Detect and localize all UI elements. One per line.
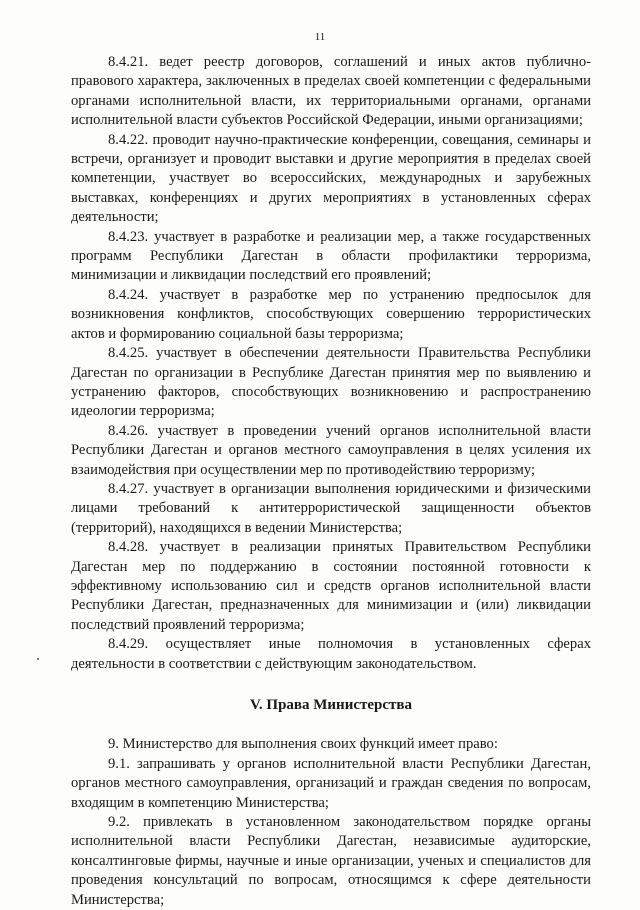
- clause-number: 8.4.28.: [108, 539, 149, 556]
- clause-8-4-22: [71, 131, 591, 228]
- clause-8-4-23: [71, 228, 591, 286]
- clause-8-4-24: [71, 286, 591, 344]
- clause-text: участвует в организации выполнения юридическими и физическими лицами требований к антитеррористической защищенности объектов (территорий), находящихся в ведении Министерства;: [71, 480, 591, 536]
- clause-number: 8.4.23.: [108, 228, 149, 245]
- clause-8-4-27: [71, 480, 591, 538]
- clause-text: запрашивать у органов исполнительной власти Республики Дагестан, органов местного самоуправления, организаций и граждан сведения по вопросам, входящим в компетенцию Министерства;: [71, 755, 591, 811]
- clause-number: 9.2.: [108, 814, 130, 831]
- clause-number: 8.4.25.: [108, 345, 149, 362]
- clause-text: участвует в обеспечении деятельности Правительства Республики Дагестан по организации в Республике Дагестан принятия мер по выявлению и устранению факторов, способствующих возникновению и распространению идеологии терроризма;: [71, 345, 591, 420]
- clause-number: 8.4.27.: [108, 480, 149, 497]
- clause-number: 9.1.: [108, 755, 130, 772]
- clause-text: участвует в проведении учений органов исполнительной власти Республики Дагестан и органов местного самоуправления в целях усиления их взаимодействия при осуществлении мер по противодействию терроризму;: [71, 422, 591, 478]
- scan-speck: [37, 658, 39, 660]
- clause-8-4-26: [71, 422, 591, 480]
- document-body: [71, 53, 591, 910]
- clause-text: участвует в разработке мер по устранению предпосылок для возникновения конфликтов, способствующих совершению террористических актов и формированию социальной базы терроризма;: [71, 286, 591, 342]
- page-number: 11: [314, 31, 326, 43]
- clause-number: 8.4.26.: [108, 422, 149, 439]
- clause-9: [71, 735, 591, 754]
- clause-text: проводит научно-практические конференции, совещания, семинары и встречи, организует и проводит выставки и другие мероприятия в пределах своей компетенции, участвует во всероссийских, международных и зарубежных выставках, конференциях и других мероприятиях в установленных сферах деятельности;: [71, 131, 591, 226]
- clause-number: 8.4.21.: [108, 54, 149, 70]
- clause-number: 8.4.29.: [108, 636, 149, 653]
- clause-number: 9.: [108, 736, 119, 753]
- clause-text: Министерство для выполнения своих функций имеет право:: [122, 736, 498, 753]
- clause-8-4-29: [71, 635, 591, 674]
- clause-text: участвует в разработке и реализации мер, а также государственных программ Республики Дагестан в области профилактики терроризма, минимизации и ликвидации последствий его проявлений;: [71, 228, 591, 284]
- clause-9-2: [71, 813, 591, 910]
- clause-number: 8.4.24.: [108, 286, 149, 303]
- clause-text: осуществляет иные полномочия в установленных сферах деятельности в соответствии с действующим законодательством.: [71, 636, 591, 672]
- clause-9-1: [71, 755, 591, 813]
- clause-text: участвует в реализации принятых Правительством Республики Дагестан мер по поддержанию в состоянии постоянной готовности к эффективному использованию сил и средств органов исполнительной власти Республики Дагестан, предназначенных для минимизации и (или) ликвидации последствий проявлений терроризма;: [71, 539, 591, 633]
- clause-8-4-28: [71, 538, 591, 635]
- clause-text: ведет реестр договоров, соглашений и иных актов публично-правового характера, заключенных в пределах своей компетенции с федеральными органами исполнительной власти, их территориальными органами, органами исполнительной власти субъектов Российской Федерации, иными организациями;: [71, 54, 591, 129]
- clause-text: привлекать в установленном законодательством порядке органы исполнительной власти Республики Дагестан, независимые аудиторские, консалтинговые фирмы, научные и иные организации, ученых и специалистов для проведения консультаций по вопросам, относящимся к сфере деятельности Министерства;: [71, 814, 591, 908]
- clause-8-4-25: [71, 344, 591, 422]
- section-heading: V. Права Министерства: [250, 697, 412, 713]
- clause-8-4-21: [71, 53, 591, 131]
- clause-number: 8.4.22.: [108, 131, 149, 148]
